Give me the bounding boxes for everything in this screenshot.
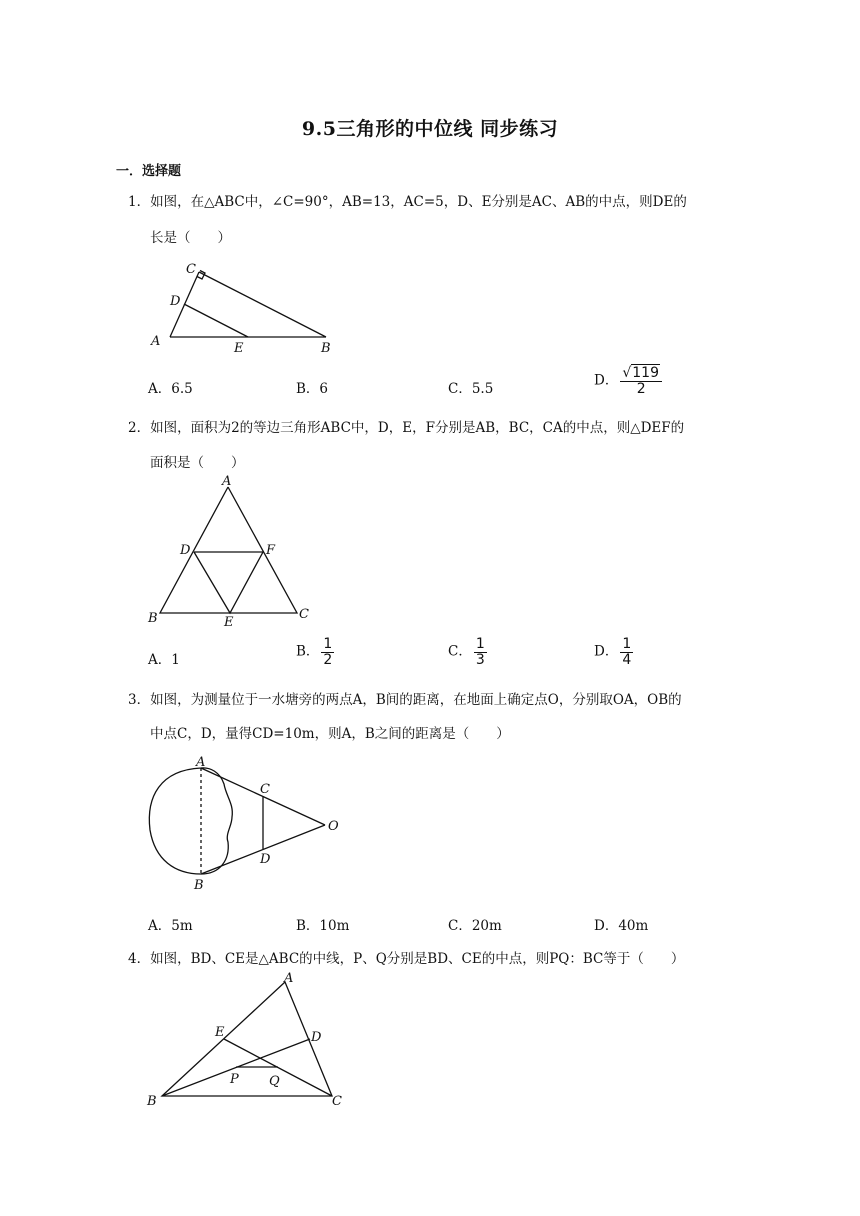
q2-option-a[interactable]: A．1 [148,652,180,668]
q4-label-q: Q [269,1074,280,1089]
q2-stem-line1: 2．如图，面积为2的等边三角形ABC中，D，E，F分别是AB，BC，CA的中点，则△DEF的 [128,420,685,436]
q3-pond-outline [149,768,232,874]
page-title: 9.5三角形的中位线 同步练习 [301,118,559,140]
q3-label-d: D [260,852,271,867]
q3-option-d[interactable]: D．40m [594,918,649,934]
q3-option-a[interactable]: A．5m [148,918,193,934]
q4-label-p: P [230,1072,239,1087]
q2-label-d: D [180,543,191,558]
q3-option-b[interactable]: B．10m [296,918,350,934]
q3-stem-line1: 3．如图，为测量位于一水塘旁的两点A，B间的距离，在地面上确定点O，分别取OA，OB的 [128,692,682,708]
q2-label-f: F [266,543,276,558]
q1-option-b[interactable]: B．6 [296,381,329,397]
q3-figure [140,752,350,897]
q2-label-a: A [222,475,232,489]
q1-side-cb [199,272,326,337]
q4-label-e: E [215,1025,225,1040]
q1-label-a: A [151,334,161,349]
q2-triangle-def [194,552,263,613]
q4-label-d: D [311,1030,322,1045]
q2-stem-line2: 面积是（ ） [150,455,245,471]
q1-stem-line2: 长是（ ） [150,230,231,246]
q1-option-c[interactable]: C．5.5 [448,381,494,397]
q2-option-c[interactable]: C． $\frac{1}{3}$ [448,636,485,668]
q4-figure [142,968,357,1113]
q1-label-d: D [170,294,181,309]
q1-option-a[interactable]: A．6.5 [148,381,193,397]
q1-label-e: E [234,341,244,356]
q1-figure [148,255,348,360]
q2-option-b[interactable]: B． $\frac{1}{2}$ [296,636,333,668]
q3-label-c: C [260,782,270,797]
q1-option-d-fraction: $\frac{√119}{2}$ [620,366,662,396]
q3-label-a: A [196,755,206,770]
q2-figure [145,475,320,630]
q1-option-d[interactable]: D． $\frac{√119}{2}$ [594,366,662,396]
q1-stem-line1: 1．如图，在△ABC中，∠C=90°，AB=13，AC=5，D、E分别是AC、AB的中点，则DE的 [128,194,687,210]
section-heading: 一．选择题 [116,164,182,179]
q4-label-a: A [284,971,294,986]
q3-label-o: O [328,819,339,834]
q4-stem-line1: 4．如图，BD、CE是△ABC的中线，P、Q分别是BD、CE的中点，则PQ：BC等于（ ） [128,951,685,967]
q1-segment-de [184,304,248,337]
q2-label-b: B [148,611,158,626]
q3-label-b: B [194,878,204,893]
q3-stem-line2: 中点C，D，量得CD=10m，则A，B之间的距离是（ ） [150,726,510,742]
q4-label-c: C [332,1094,342,1109]
q4-label-b: B [147,1094,157,1109]
q1-label-b: B [321,341,331,356]
q3-option-c[interactable]: C．20m [448,918,502,934]
q2-label-c: C [299,607,309,622]
q1-label-c: C [186,262,196,277]
q2-label-e: E [224,615,234,630]
q4-triangle-abc [162,982,332,1096]
q2-option-d[interactable]: D． $\frac{1}{4}$ [594,636,632,668]
